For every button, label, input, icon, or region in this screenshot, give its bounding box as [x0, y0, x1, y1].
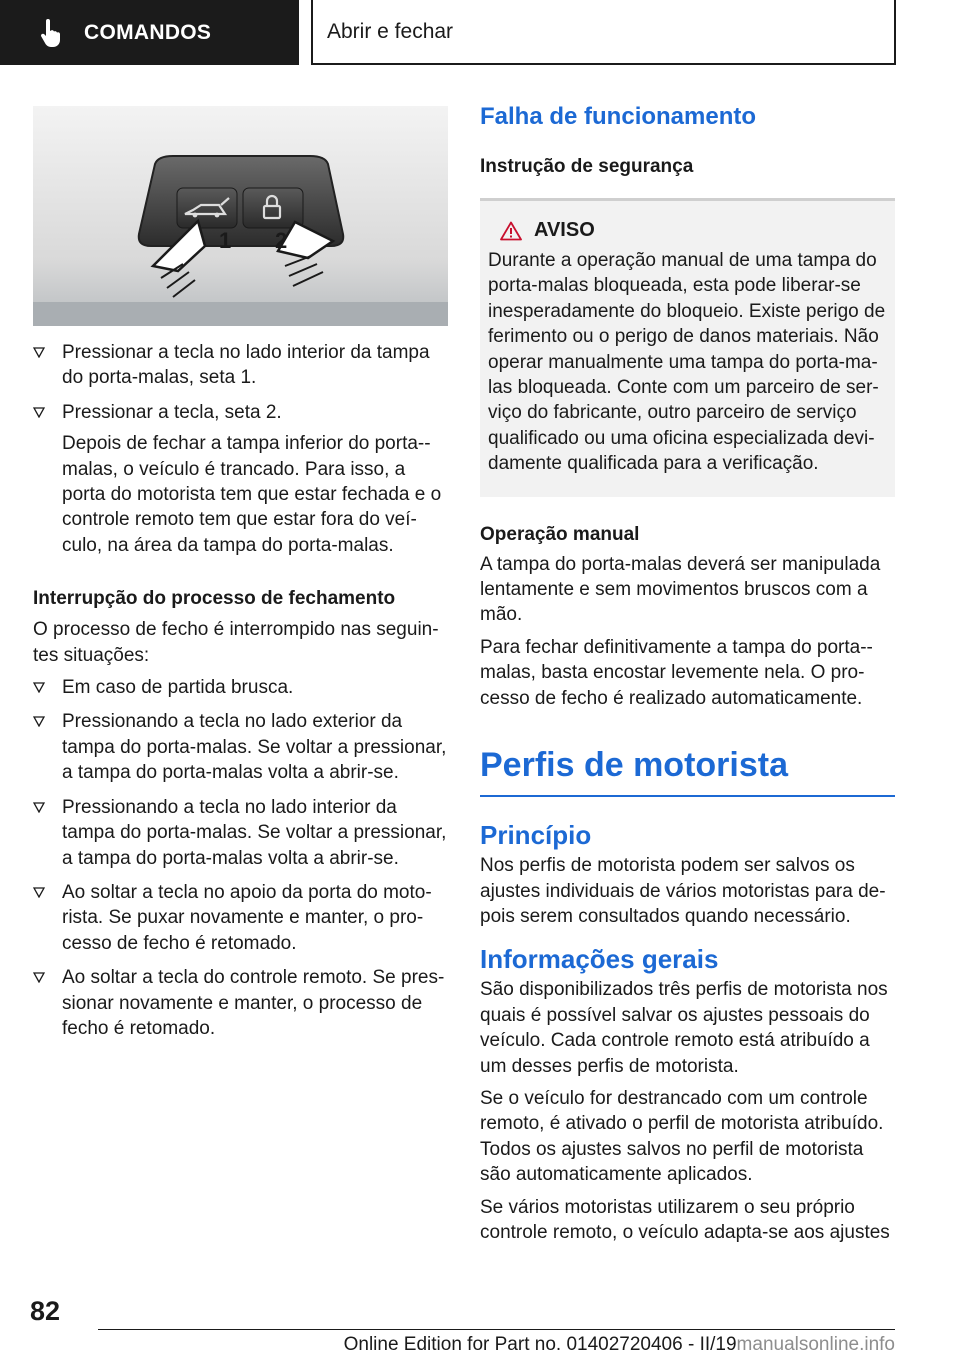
left-column — [33, 340, 448, 1050]
list-item — [33, 400, 448, 558]
triangle-bullet-icon — [33, 887, 45, 898]
chapter-tab — [311, 0, 896, 65]
section-title: COMANDOS — [84, 20, 212, 44]
steps-list — [33, 340, 448, 558]
principle-text: Nos perfis de motorista podem ser salvos os ajustes individuais de vários motoristas para de-pois serem consultados quando necessário. — [480, 855, 886, 927]
warning-text: Durante a operação manual de uma tampa do porta-malas bloqueada, esta pode liberar-se inesperadamente do bloqueio. Existe perigo de ferimento ou o perigo de danos materiais. Não operar manualmente uma tampa do porta-ma-las bloqueada. Conte com um parceiro de ser-viço do fabricante, outro parceiro de serviço qualificado ou uma oficina especializada devi-damente qualificada para a verificação. — [488, 250, 886, 475]
triangle-bullet-icon — [33, 407, 45, 418]
page-number: 82 — [30, 1296, 61, 1326]
profiles-heading: Perfis de motorista — [480, 746, 788, 785]
manual-paragraph-1: A tampa do porta-malas deverá ser manipulada lentamente e sem movimentos bruscos com a mão. — [480, 553, 881, 626]
step-subtext: Depois de fechar a tampa inferior do porta--malas, o veículo é trancado. Para isso, a porta do motorista tem que estar fechada e o controle remoto tem que estar fora do veí-culo, na área da tampa do porta-malas. — [62, 433, 442, 556]
right-column — [480, 102, 895, 1245]
warning-triangle-icon — [500, 221, 522, 241]
list-item — [33, 675, 448, 700]
triangle-bullet-icon — [33, 802, 45, 813]
list-item-text: Ao soltar a tecla no apoio da porta do moto-rista. Se puxar novamente e manter, o pro-cesso de fecho é retomado. — [62, 881, 432, 954]
triangle-bullet-icon — [33, 716, 45, 727]
watermark-text: manualsonline.info — [736, 1334, 895, 1355]
manual-paragraph-2: Para fechar definitivamente a tampa do porta--malas, basta encostar levemente nela. O pro-cesso de fecho é realizado automaticamente. — [480, 636, 873, 709]
arrow-label-2: 2 — [275, 228, 288, 253]
interrupt-heading: Interrupção do processo de fechamento — [33, 588, 396, 610]
principle-heading: Princípio — [480, 820, 592, 851]
list-item — [33, 709, 448, 785]
list-item — [33, 965, 448, 1041]
tailgate-buttons-figure — [33, 106, 448, 326]
footer-edition — [98, 1334, 895, 1356]
safety-heading: Instrução de segurança — [480, 156, 694, 177]
warning-box — [480, 198, 895, 497]
list-item-text: Ao soltar a tecla do controle remoto. Se pres-sionar novamente e manter, o processo de fecho é retomado. — [62, 967, 445, 1039]
list-item — [33, 880, 448, 956]
list-item — [33, 795, 448, 871]
general-paragraph-2: Se o veículo for destrancado com um controle remoto, é ativado o perfil de motorista atribuído. Todos os ajustes salvos no perfil de motorista são automaticamente aplicados. — [480, 1087, 884, 1186]
hand-pointer-icon — [40, 19, 62, 47]
general-heading: Informações gerais — [480, 944, 719, 975]
footer-rule — [98, 1329, 895, 1330]
step-text: Pressionar a tecla no lado interior da tampa do porta-malas, seta 1. — [62, 342, 430, 389]
chapter-title: Abrir e fechar — [327, 19, 454, 43]
triangle-bullet-icon — [33, 347, 45, 358]
list-item-text: Pressionando a tecla no lado interior da tampa do porta-malas. Se voltar a pressionar, a tampa do porta-malas volta a abrir-se. — [62, 796, 447, 869]
manual-heading: Operação manual — [480, 523, 640, 545]
warning-title-row — [488, 219, 887, 242]
arrow-label-1: 1 — [219, 228, 232, 253]
general-paragraph-1: São disponibilizados três perfis de motorista nos quais é possível salvar os ajustes pessoais do veículo. Cada controle remoto está atribuído a um desses perfis de motorista. — [480, 979, 888, 1077]
edition-text: Online Edition for Part no. 01402720406 - II/19 — [343, 1334, 737, 1355]
step-text: Pressionar a tecla, seta 2. — [62, 401, 282, 423]
triangle-bullet-icon — [33, 972, 45, 983]
malfunction-heading: Falha de funcionamento — [480, 103, 757, 130]
interrupt-list — [33, 675, 448, 1041]
warning-title: AVISO — [534, 219, 595, 241]
list-item-text: Em caso de partida brusca. — [62, 677, 294, 699]
heading-rule — [480, 795, 895, 797]
list-item-text: Pressionando a tecla no lado exterior da tampa do porta-malas. Se voltar a pressionar, a tampa do porta-malas volta a abrir-se. — [62, 711, 447, 784]
list-item — [33, 340, 448, 391]
section-tab — [0, 0, 299, 65]
triangle-bullet-icon — [33, 682, 45, 693]
general-paragraph-3: Se vários motoristas utilizarem o seu próprio controle remoto, o veículo adapta-se aos ajustes — [480, 1196, 890, 1243]
interrupt-intro: O processo de fecho é interrompido nas seguin-tes situações: — [33, 619, 439, 666]
